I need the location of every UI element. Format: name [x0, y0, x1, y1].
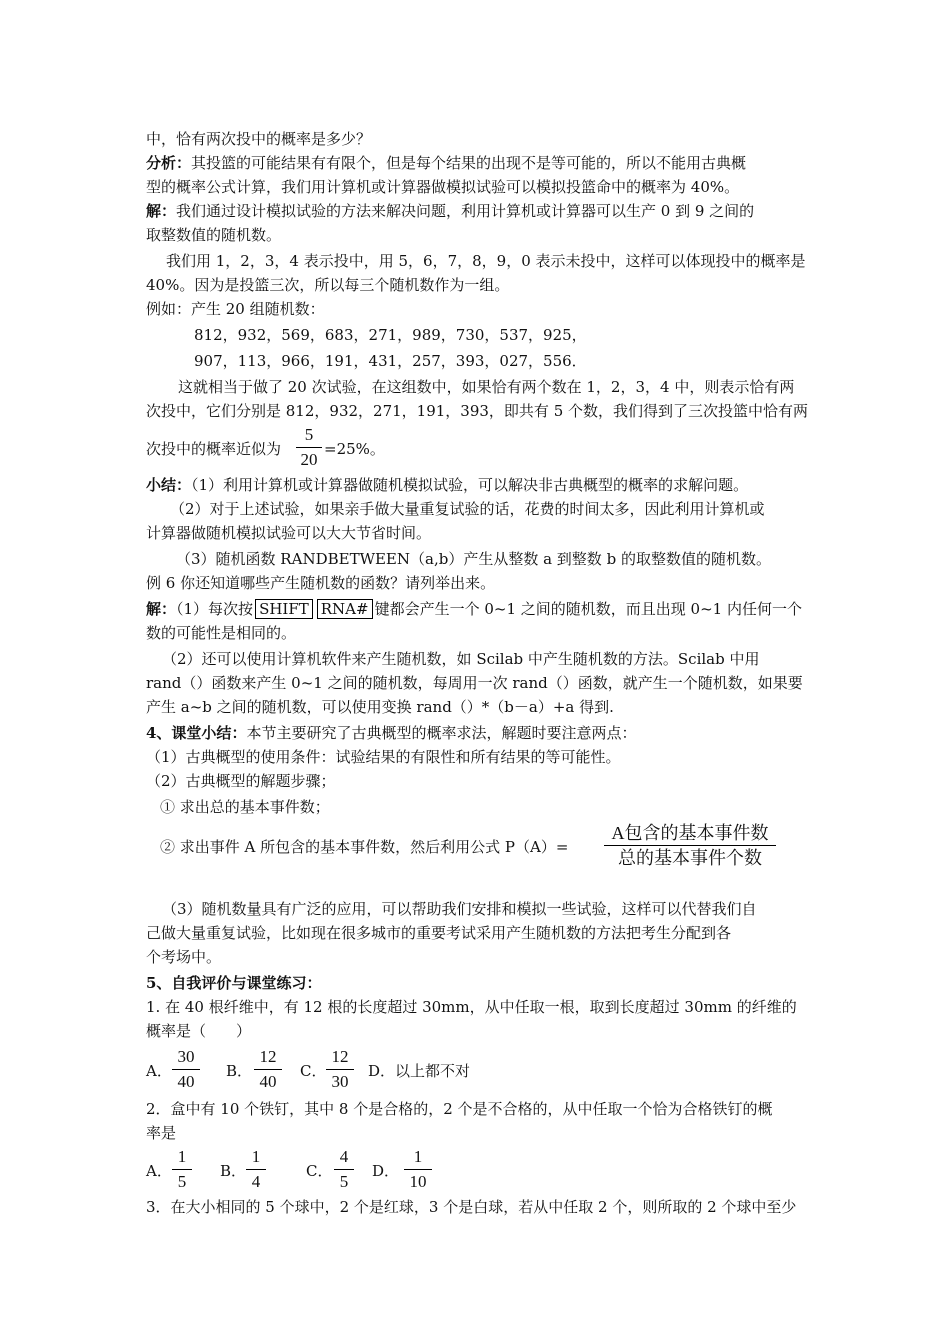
question-3: 3．在大小相同的 5 个球中，2 个是红球，3 个是白球，若从中任取 2 个，则所取的 2 个球中至少 [146, 1198, 797, 1216]
fraction-1-5: 1 5 [172, 1146, 192, 1193]
question-1: 1. 在 40 根纤维中，有 12 根的长度超过 30mm，从中任取一根，取到长度超过 30mm 的纤维的 [146, 998, 797, 1016]
text-line: 计算器做随机模拟试验可以大大节省时间。 [146, 524, 432, 542]
fraction-1-10: 1 10 [404, 1146, 432, 1193]
text-line: （2）还可以使用计算机软件来产生随机数，如 Scilab 中产生随机数的方法。Scilab 中用 [162, 650, 760, 668]
section-text: 本节主要研究了古典概型的概率求法，解题时要注意两点： [246, 724, 637, 742]
text-line: （1）古典概型的使用条件：试验结果的有限性和所有结果的等可能性。 [146, 748, 621, 766]
text-line: 产生 a~b 之间的随机数，可以使用变换 rand（）*（b－a）+a 得到. [146, 698, 614, 716]
text-line: ② 求出事件 A 所包含的基本事件数，然后利用公式 P（A）= [160, 838, 569, 856]
text-line: 率是 [146, 1124, 177, 1142]
text-line: 数的可能性是相同的。 [146, 624, 297, 642]
text-line: 型的概率公式计算，我们用计算机或计算器做模拟试验可以模拟投篮命中的概率为 40%。 [146, 178, 740, 196]
fraction-5-20: 5 20 [296, 424, 322, 471]
option-a-label: A． [146, 1162, 172, 1180]
rna-key: RNA# [317, 599, 373, 619]
text-line: 个考场中。 [146, 948, 222, 966]
text-line [146, 598, 802, 620]
option-b-label: B． [220, 1162, 247, 1180]
fraction-1-4: 1 4 [246, 1146, 266, 1193]
option-a-label: A． [146, 1062, 172, 1080]
option-c-label: C． [306, 1162, 333, 1180]
option-d-label: D． [372, 1162, 400, 1180]
text-line [146, 152, 746, 174]
question-2: 2．盒中有 10 个铁钉，其中 8 个是合格的，2 个是不合格的，从中任取一个恰为合格铁钉的概 [146, 1100, 773, 1118]
label-analysis: 分析： [146, 154, 192, 172]
text-line: rand（）函数来产生 0~1 之间的随机数，每周用一次 rand（）函数，就产生一个随机数，如果要 [146, 674, 803, 692]
label-solution: 解： [146, 202, 177, 220]
text-line: 我们用 1，2，3，4 表示投中，用 5，6，7，8，9，0 表示未投中，这样可以体现投中的概率是 [166, 252, 806, 270]
text-line: 次投中的概率近似为 [146, 440, 282, 458]
random-numbers-row: 907，113，966，191，431，257，393，027，556． [194, 352, 587, 370]
text-line: 取整数值的随机数。 [146, 226, 282, 244]
option-d-label: D．以上都不对 [368, 1062, 471, 1080]
section-heading: 4、课堂小结： [146, 724, 247, 742]
summary-text: （1）利用计算机或计算器做随机模拟试验，可以解决非古典概型的概率的求解问题。 [191, 476, 749, 494]
text-segment: （1）每次按 [176, 600, 254, 618]
text-line [146, 722, 636, 744]
solution-text: 我们通过设计模拟试验的方法来解决问题，利用计算机或计算器可以生产 0 到 9 之间的 [176, 202, 755, 220]
text-line: 己做大量重复试验，比如现在很多城市的重要考试采用产生随机数的方法把考生分配到各 [146, 924, 732, 942]
text-line: 40%。因为是投篮三次，所以每三个随机数作为一组。 [146, 276, 510, 294]
text-line: =25%。 [324, 440, 385, 458]
fraction-12-40: 12 40 [254, 1046, 282, 1093]
text-line: 例 6 你还知道哪些产生随机数的函数？请列举出来。 [146, 574, 496, 592]
shift-key: SHIFT [255, 599, 313, 619]
random-numbers-row: 812，932，569，683，271，989，730，537，925， [194, 326, 587, 344]
text-segment: 键都会产生一个 0~1 之间的随机数，而且出现 0~1 内任何一个 [374, 600, 802, 618]
fraction-12-30: 12 30 [326, 1046, 354, 1093]
text-line: （3）随机数量具有广泛的应用，可以帮助我们安排和模拟一些试验，这样可以代替我们自 [162, 900, 757, 918]
text-line: （2）对于上述试验，如果亲手做大量重复试验的话，花费的时间太多，因此利用计算机或 [170, 500, 765, 518]
text-line: 中，恰有两次投中的概率是多少？ [146, 130, 372, 148]
text-line: 这就相当于做了 20 次试验，在这组数中，如果恰有两个数在 1，2，3，4 中，则表示恰有两 [178, 378, 795, 396]
text-line: （3）随机函数 RANDBETWEEN（a,b）产生从整数 a 到整数 b 的取整数值的随机数。 [176, 550, 771, 568]
option-b-label: B． [226, 1062, 253, 1080]
text-line: 次投中，它们分别是 812，932，271，191，393，即共有 5 个数，我们得到了三次投篮中恰有两 [146, 402, 809, 420]
option-c-label: C． [300, 1062, 327, 1080]
section-heading: 5、自我评价与课堂练习： [146, 974, 322, 992]
text-line: ① 求出总的基本事件数； [160, 798, 330, 816]
label-summary: 小结： [146, 476, 192, 494]
label-solution: 解： [146, 600, 177, 618]
text-line: （2）古典概型的解题步骤； [146, 772, 336, 790]
text-line: 概率是（ ） [146, 1022, 252, 1040]
probability-formula: A包含的基本事件数 总的基本事件个数 [604, 822, 776, 869]
analysis-text: 其投篮的可能结果有有限个，但是每个结果的出现不是等可能的，所以不能用古典概 [191, 154, 747, 172]
text-line [146, 474, 748, 496]
text-line [146, 200, 754, 222]
text-line: 例如：产生 20 组随机数： [146, 300, 325, 318]
fraction-30-40: 30 40 [172, 1046, 200, 1093]
fraction-4-5: 4 5 [334, 1146, 354, 1193]
